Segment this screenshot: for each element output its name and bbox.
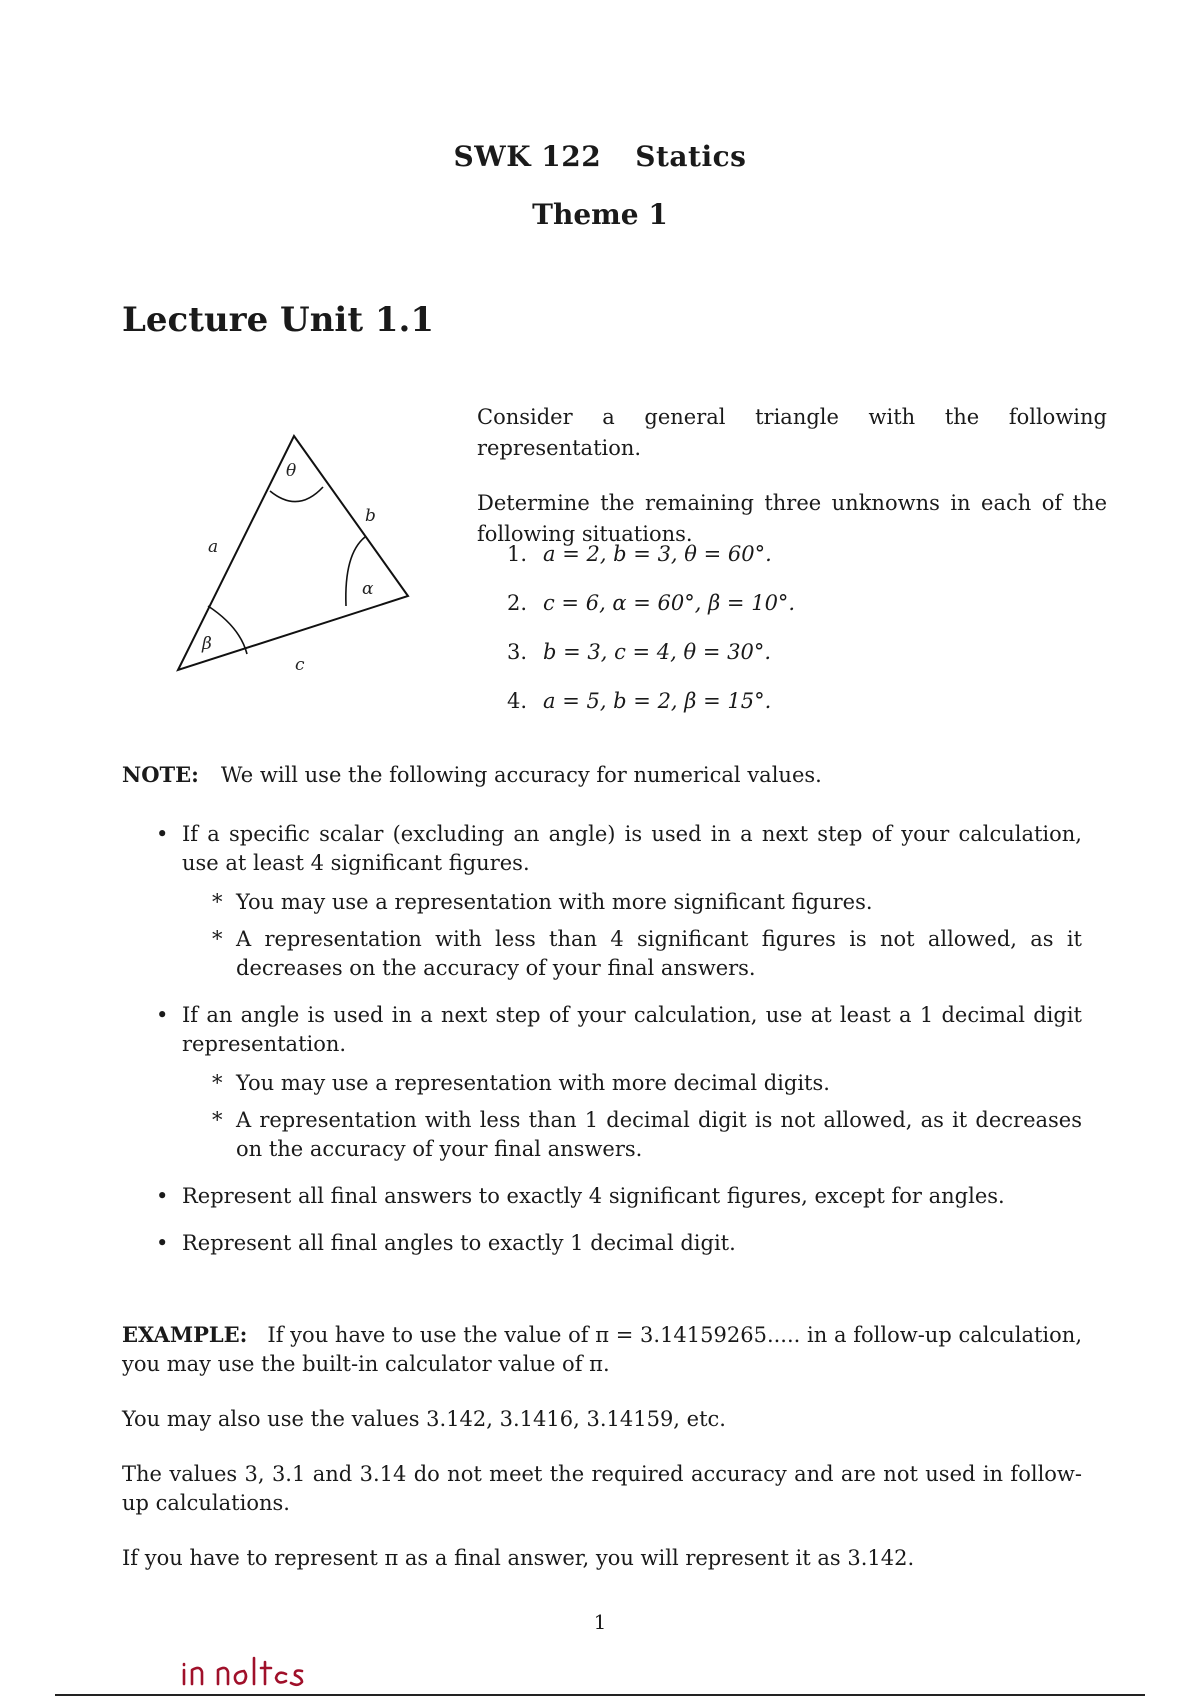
course-code: SWK 122 [453, 140, 602, 173]
item-text: c = 6, α = 60°, β = 10°. [543, 591, 796, 615]
theta-label: θ [286, 461, 297, 481]
subrule [122, 1106, 1082, 1164]
item-text: b = 3, c = 4, θ = 30°. [543, 640, 772, 664]
note-label: NOTE: [122, 762, 199, 787]
subrule-text: A representation with less than 4 significant figures is not allowed, as it decreases on the accuracy of your final answers. [236, 927, 1082, 980]
rule-scalar [122, 820, 1082, 878]
page-number: 1 [593, 1610, 607, 1634]
accuracy-rules [122, 820, 1082, 1276]
bullet-icon: • [156, 1003, 169, 1027]
note-paragraph [122, 762, 1082, 787]
triangle-figure [150, 430, 430, 680]
bullet-icon: • [156, 1184, 169, 1208]
theme-title: Theme 1 [532, 198, 668, 231]
asterisk-icon: * [212, 1108, 223, 1132]
side-b-label: b [365, 506, 376, 526]
beta-arc [208, 606, 247, 654]
item-text: a = 2, b = 3, θ = 60°. [543, 542, 772, 566]
example-paragraph-3: The values 3, 3.1 and 3.14 do not meet the required accuracy and are not used in follow-up calculations. [122, 1462, 1082, 1515]
list-item [507, 640, 1067, 689]
rule-final-answers [122, 1182, 1082, 1211]
list-item [507, 591, 1067, 640]
subrule [122, 925, 1082, 983]
note-text: We will use the following accuracy for numerical values. [220, 763, 822, 787]
example-paragraph-4: If you have to represent π as a final answer, you will represent it as 3.142. [122, 1546, 915, 1570]
course-name: Statics [635, 140, 747, 173]
example-paragraph-2: You may also use the values 3.142, 3.1416, 3.14159, etc. [122, 1407, 726, 1431]
item-number: 1. [507, 542, 528, 566]
lecture-heading: Lecture Unit 1.1 [122, 300, 435, 340]
intro-line-2: Determine the remaining three unknowns in each of the following situations. [477, 491, 1107, 546]
rule-angle [122, 1001, 1082, 1059]
rule-final-angles [122, 1229, 1082, 1258]
side-c-label: c [295, 655, 305, 675]
list-item [507, 689, 1067, 738]
item-text: a = 5, b = 2, β = 15°. [543, 689, 772, 713]
angle-subrules [122, 1069, 1082, 1164]
rule-text: If a specific scalar (excluding an angle) is used in a next step of your calculation, use at least 4 significant figures. [182, 822, 1082, 875]
item-number: 3. [507, 640, 528, 664]
item-number: 2. [507, 591, 528, 615]
beta-label: β [202, 634, 212, 654]
situations-list [507, 542, 1067, 738]
subrule-text: You may use a representation with more decimal digits. [236, 1071, 830, 1095]
scalar-subrules [122, 888, 1082, 983]
rule-text: Represent all final angles to exactly 1 decimal digit. [182, 1231, 736, 1255]
subrule [122, 1069, 1082, 1098]
bullet-icon: • [156, 822, 169, 846]
rule-text: Represent all final answers to exactly 4 significant figures, except for angles. [182, 1184, 1005, 1208]
item-number: 4. [507, 689, 528, 713]
course-title [0, 140, 1200, 173]
example-section [122, 1320, 1082, 1599]
theta-arc [270, 487, 323, 502]
example-text: If you have to use the value of π = 3.14159265..... in a follow-up calculation, you may use the built-in calculator value of π. [122, 1323, 1082, 1376]
side-a-label: a [208, 537, 219, 557]
alpha-label: α [362, 579, 374, 599]
subrule-text: A representation with less than 1 decimal digit is not allowed, as it decreases on the accuracy of your final answers. [236, 1108, 1082, 1161]
list-item [507, 542, 1067, 591]
asterisk-icon: * [212, 927, 223, 951]
rule-text: If an angle is used in a next step of your calculation, use at least a 1 decimal digit representation. [182, 1003, 1082, 1056]
handwritten-note [178, 1650, 318, 1690]
example-paragraph [122, 1320, 1082, 1379]
subrule-text: You may use a representation with more significant figures. [236, 890, 873, 914]
subrule [122, 888, 1082, 917]
bullet-icon: • [156, 1231, 169, 1255]
intro-line-1: Consider a general triangle with the following representation. [477, 405, 1107, 460]
asterisk-icon: * [212, 1071, 223, 1095]
bottom-rule [55, 1694, 1145, 1696]
asterisk-icon: * [212, 890, 223, 914]
example-label: EXAMPLE: [122, 1322, 248, 1347]
